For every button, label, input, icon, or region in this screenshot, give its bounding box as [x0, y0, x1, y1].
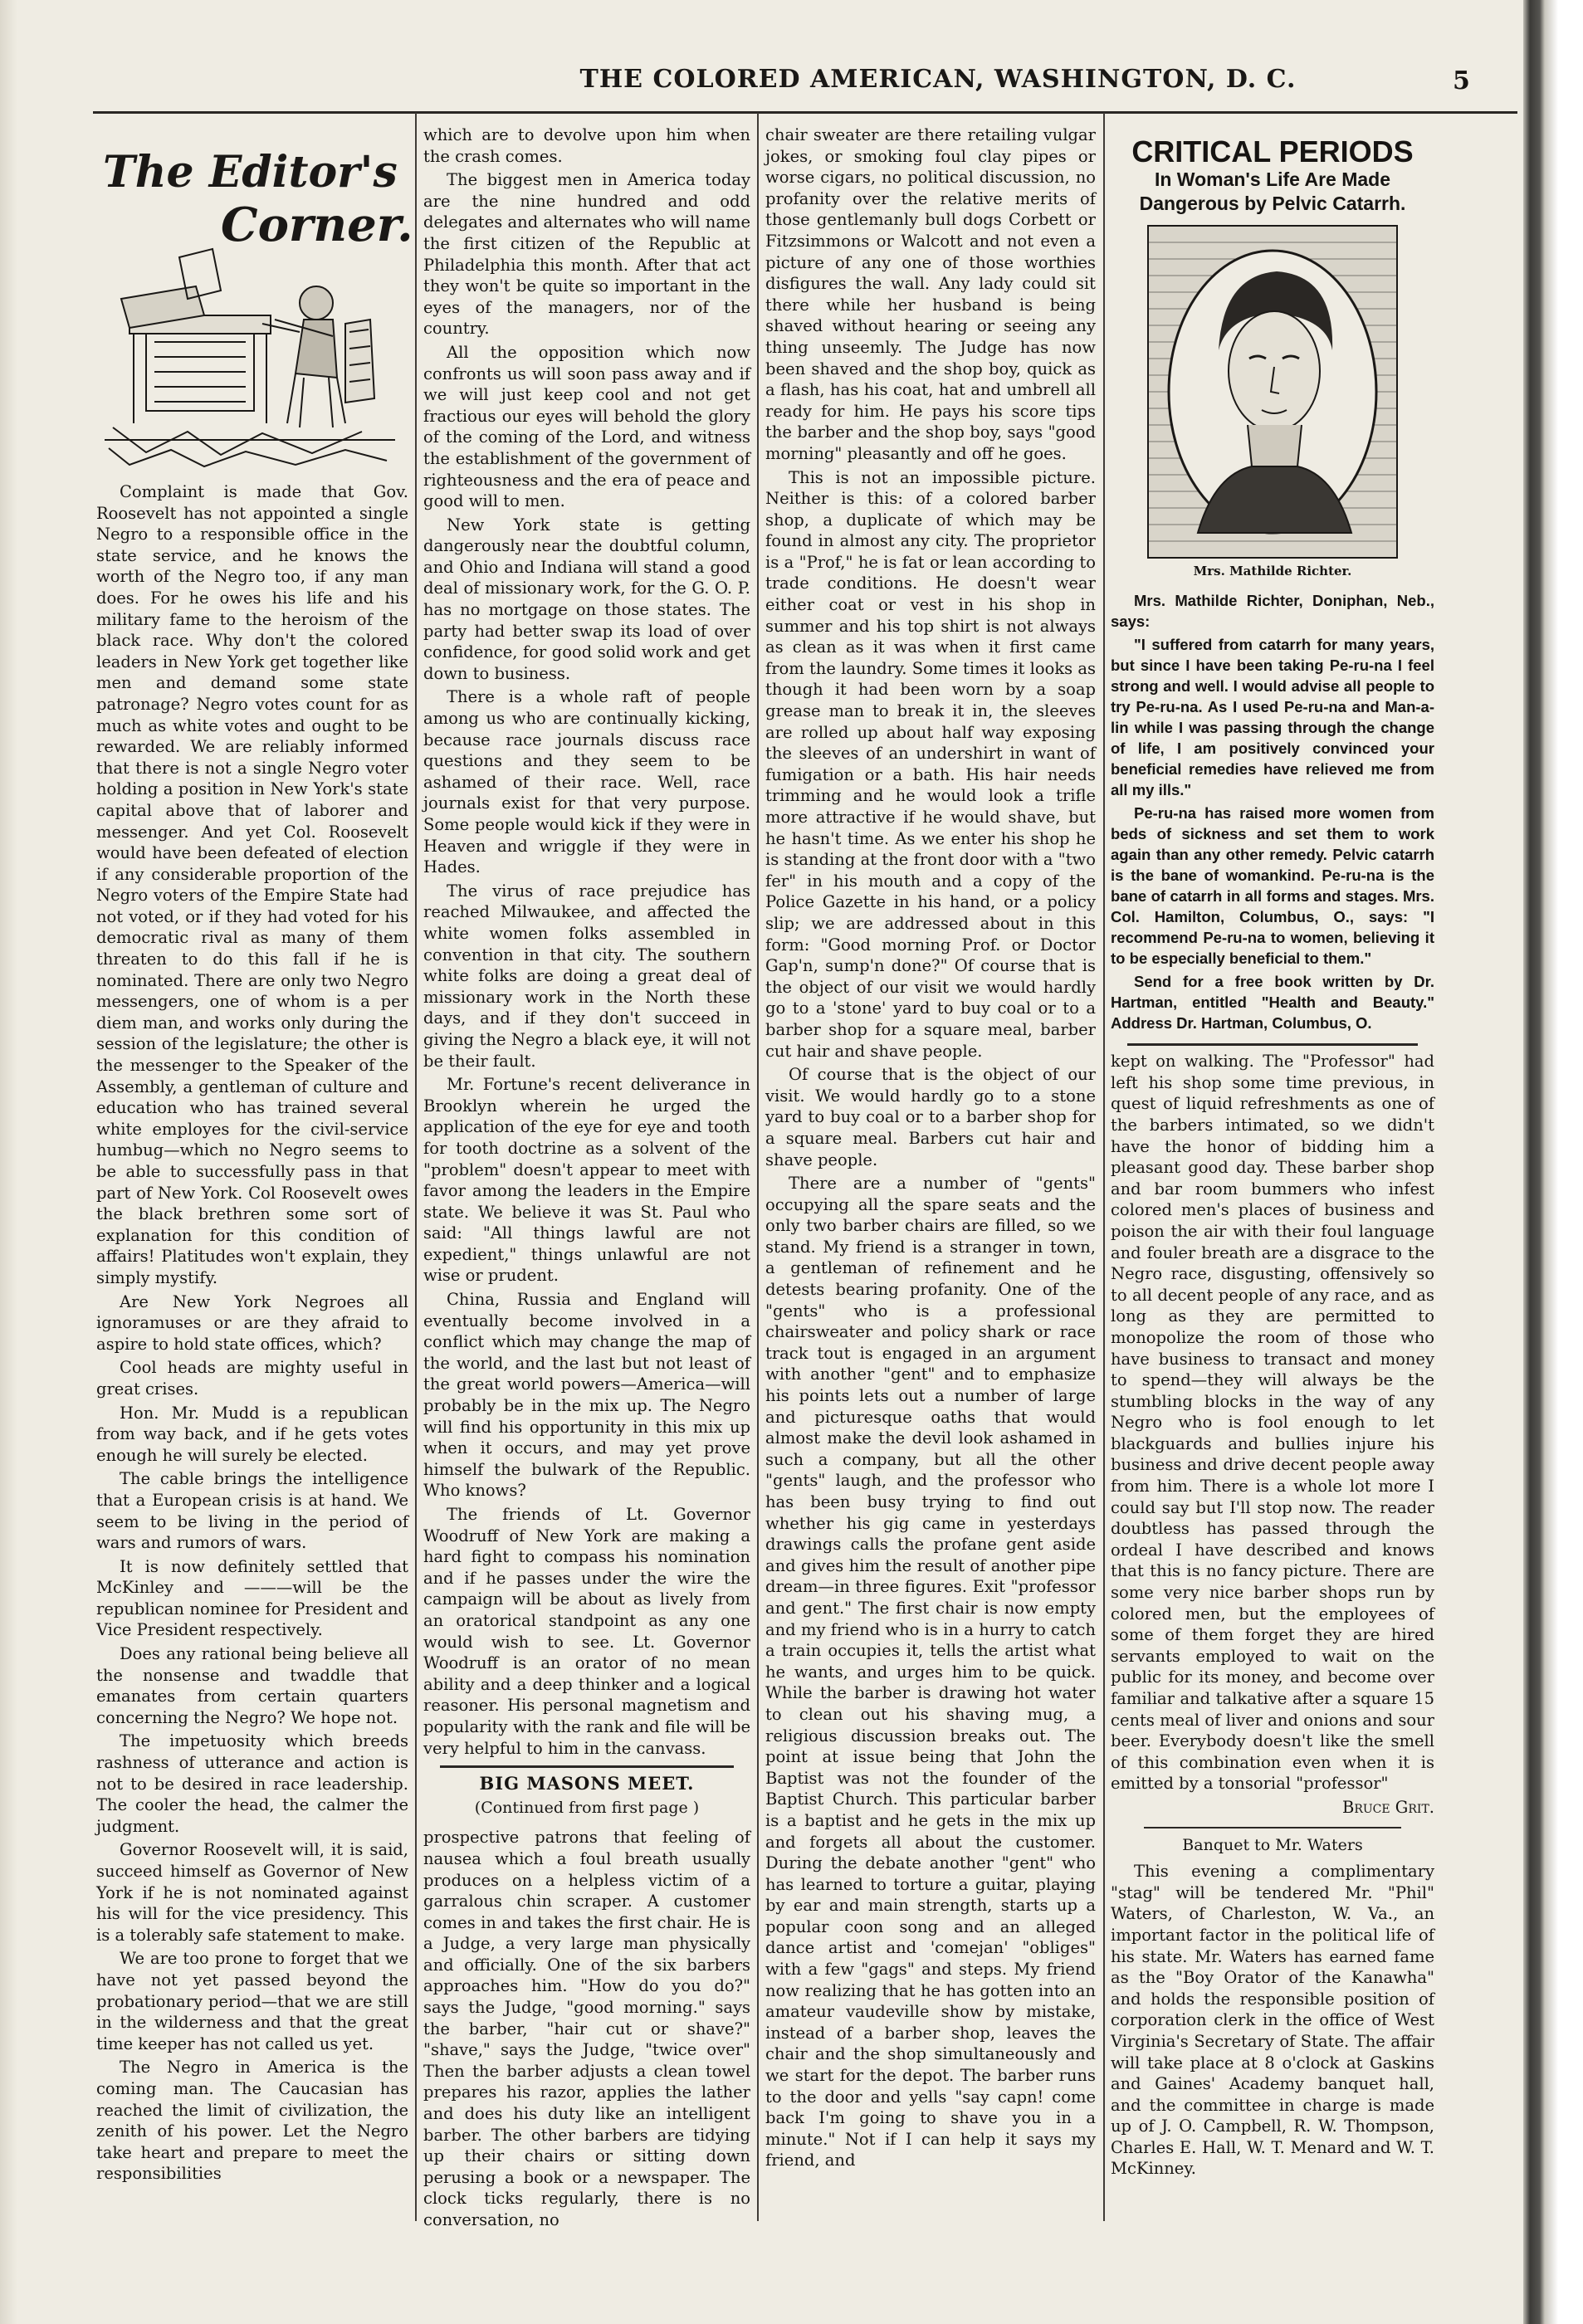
editorial-paragraph: All the opposition which now confronts us will soon pass away and if we will just keep cool and not get fractious our eyes will behold the glory of the coming of the Lord, and witness the establishment of the government of righteousness and the era of peace and good will to men. — [423, 342, 750, 511]
editor-at-desk-illustration — [96, 124, 413, 473]
section-title-big-masons-meet: BIG MASONS MEET. — [479, 1773, 695, 1794]
page-left-edge — [0, 0, 18, 2324]
article-paragraph: There are a number of "gents" occupying all the spare seats and the only two barber chairs are filled, so we stand. My friend is a stranger in town, a gentleman of refinement and he detests bearing profanity. One of the "gents" who is a professional chairsweater and policy shark or race track tout is engaged in an argument with another "gent" and to emphasize his points lets out a number of large and picturesque oaths that would almost make the devil look ashamed in such a company, but all the other "gents" laugh, and the professor who has been busy trying to find out whether his gig came in yesterdays drawings calls the profane gent aside and gives him the result of another pipe dream—in three figures. Exit "professor and gent." The first chair is now empty and my friend who is in a hurry to catch a train occupies it, tells the artist what he wants, and urges him to be quick. While the barber is drawing hot water to clean out his shaving mug, a religious discussion breaks out. The point at issue being that John the Baptist was not the founder of the Baptist Church. This particular barber is a baptist and he gets in the mix up and forgets all about the customer. During the debate another "gent" who has learned to torture a guitar, playing by ear and main strength, starts up a popular coon song and an alleged dance artist and 'comejan' "obliges" with a few "gags" and steps. My friend now realizing that he has gotten into an amateur vaudeville show by mistake, instead of a barber shop, leaves the chair and the shop simultaneously and we start for the depot. The barber runs to the door and yells "say capn! come back I'm going to shave you in a minute." Not if I can help it says my friend, and — [765, 1174, 1096, 2170]
portrait-caption: Mrs. Mathilde Richter. — [1193, 563, 1352, 579]
article-paragraph: chair sweater are there retailing vulgar jokes, or smoking foul clay pipes or worse cigars, no political discussion, no profanity over the relative merits of those gentlemanly bull dogs Corbett or Fitzsimmons or Walcott and not even a picture of any one of those worthies disfigures the wall. Any lady could sit there while her husband is being shaved without hearing or seeing any thing unseemly. The Judge has now been shaved and the shop boy, quick as a flash, has his coat, hat and umbrell all ready for him. He pays his score tips the barber and the shop boy, says "good morning" pleasantly and off he goes. — [765, 125, 1096, 463]
portrait-engraving — [1148, 226, 1397, 558]
banquet-headline: Banquet to Mr. Waters — [1182, 1835, 1363, 1854]
editorial-paragraph: Complaint is made that Gov. Roosevelt has not appointed a single Negro to a responsible office in the state service, and he knows the worth of the Negro too, if any man does. For he owes his life and his military fame to the heroism of the black race. Why don't the colored leaders in New York get together like men and demand some state patronage? Negro votes count for as much as white votes and ought to be rewarded. We are reliably informed that there is not a single Negro voter holding a position in New York's state capital above that of laborer and messenger. And yet Col. Roosevelt would have been defeated of election if any considerable proportion of the Negro voters of the Empire State had not voted, or if they had voted for his democratic rival as many of them threaten to do this fall if he is nominated. There are only two Negro messengers, one of whom is a per diem man, and works only during the session of the legislature; the other is the messenger to the Speaker of the Assembly, a gentleman of culture and education who has trained several white employes for the civil-service humbug—which no Negro seems to be able to successfully pass in that part of New York. Col Roosevelt owes the black brethren some sort of explanation for this condition of affairs! Platitudes won't explain, they simply mystify. — [96, 482, 408, 1287]
banquet-paragraph: This evening a complimentary "stag" will be tendered Mr. "Phil" Waters, of Charleston, W. Va., an important factor in the political life of his state. Mr. Waters has earned fame as the "Boy Orator of the Kanawha" and holds the responsible position of corporation clerk in the office of West Virginia's Secretary of State. The affair will take place at 8 o'clock at Gaskins and Gaines' Academy banquet hall, and the committee in charge is made up of J. O. Campbell, R. W. Thompson, Charles E. Hall, W. T. Menard and W. T. McKinney. — [1111, 1862, 1434, 2179]
editorial-paragraph: China, Russia and England will eventually become involved in a conflict which may change the map of the world, and the last but not least of the great world powers—America—will probably be in the mix up. The Negro will find his opportunity in this mix up when it occurs, and may yet prove himself the bulwark of the Republic. Who knows? — [423, 1290, 750, 1501]
editorial-paragraph: The Negro in America is the coming man. The Caucasian has reached the limit of civilization, the zenith of his power. Let the Negro take heart and prepare to meet the responsibilities — [96, 2058, 408, 2184]
editorial-paragraph: Governor Roosevelt will, it is said, succeed himself as Governor of New York if he is not nominated against his will for the vice presidency. This is a tolerably safe statement to make. — [96, 1840, 408, 1945]
article-paragraph: prospective patrons that feeling of nausea which a foul breath usually produces on a helpless victim of a garralous chin scraper. A customer comes in and takes the first chair. He is a Judge, a very large man physically and officially. One of the six barbers approaches him. "How do you do?" says the Judge, "good morning." says the barber, "hair cut or shave?" "shave," says the Judge, "twice over" Then the barber adjusts a clean towel prepares his razor, applies the lather and does his duty like an intelligent barber. The other barbers are tidying up their chairs or sitting down perusing a book or a newspaper. The clock ticks regularly, there is no conversation, no — [423, 1828, 750, 2229]
article-paragraph: This is not an impossible picture. Neither is this: of a colored barber shop, a duplicate of which may be found in almost any city. The proprietor is a "Prof," he is fat or lean according to trade conditions. He doesn't wear either coat or vest in his shop in summer and his top shirt is not always as clean as it was when it first came from the laundry. Some times it looks as though it had been worn by a soap grease man to break it in, the sleeves are rolled up about half way exposing the sleeves of an undershirt in want of fumigation or a bath. His hair needs trimming and he would look a trifle more attractive if he would shave, but he hasn't time. As we enter his shop he is standing at the front door with a "two fer" in his mouth and a copy of the Police Gazette in his hand, or a policy slip; we are addressed about in this form: "Good morning Prof. or Doctor Gap'n, sump'n done?" Of course that is the object of our visit we would hardly go to a 'stone' yard to buy coal or to a barber shop for a square meal, barber cut hair and shave people. — [765, 467, 1096, 1061]
editorial-paragraph: Hon. Mr. Mudd is a republican from way back, and if he gets votes enough he will surely be elected. — [96, 1403, 408, 1465]
editorial-paragraph: Are New York Negroes all ignoramuses or are they afraid to aspire to hold state offices, which? — [96, 1291, 408, 1354]
heading-line-1: The Editor's — [103, 147, 398, 198]
editorial-paragraph: The cable brings the intelligence that a European crisis is at hand. We seem to be living in the period of wars and rumors of wars. — [96, 1469, 408, 1553]
editorial-paragraph: The virus of race prejudice has reached Milwaukee, and affected the white women folks assembled in convention in that city. The southern white folks are doing a great deal of missionary work in the North these days, and if they don't succeed in giving the Negro a black eye, it will not be their fault. — [423, 881, 750, 1071]
ad-bottom-rule — [1127, 1043, 1418, 1046]
editorial-paragraph: We are too prone to forget that we have not yet passed beyond the probationary period—that we are still in the wilderness and that the great time keeper has not called us yet. — [96, 1949, 408, 2053]
editorial-paragraph: Mr. Fortune's recent deliverance in Brooklyn wherein he urged the application of the eye for eye and tooth for tooth doctrine as a solvent of the "problem" doesn't appear to meet with favor among the leaders in the Empire state. We believe it was St. Paul who said: "All things lawful are not expedient," things unlawful are not wise or prudent. — [423, 1075, 750, 1286]
editorial-paragraph: It is now definitely settled that McKinley and ———will be the republican nominee for President and Vice President respectively. — [96, 1556, 408, 1640]
ad-paragraph: Pe-ru-na has raised more women from beds of sickness and set them to work again than any other remedy. Pelvic catarrh is the bane of womankind. Pe-ru-na is the bane of catarrh in all forms and stages. Mrs. Col. Hamilton, Columbus, O., says: "I recommend Pe-ru-na to women, believing it to be especially beneficial to them." — [1111, 804, 1434, 968]
editorial-paragraph: New York state is getting dangerously near the doubtful column, and Ohio and Indiana will stand a good deal of missionary work, for the G. O. P. has no mortgage on those states. The party had better swap its load of over confidence, for good solid work and get down to business. — [423, 515, 750, 683]
page-binding-edge — [1523, 0, 1583, 2324]
ad-paragraph: Send for a free book written by Dr. Hartman, entitled "Health and Beauty." Address Dr. Hartman, Columbus, O. — [1111, 973, 1434, 1033]
column-divider-3 — [1103, 113, 1105, 2221]
editors-corner-heading — [96, 124, 413, 473]
editorial-paragraph: Does any rational being believe all the nonsense and twaddle that emanates from certain quarters concerning the Negro? We hope not. — [96, 1644, 408, 1727]
editorial-paragraph: The biggest men in America today are the nine hundred and odd delegates and alternates who will name the first citizen of the Republic at Philadelphia this month. After that act they won't be quite so important in the eyes of the managers, nor of the country. — [423, 170, 750, 339]
column-barber-shop-story — [765, 124, 1096, 2191]
editorial-paragraph: which are to devolve upon him when the crash comes. — [423, 125, 750, 166]
column-editors-corner — [96, 124, 413, 2191]
masthead-title: THE COLORED AMERICAN, WASHINGTON, D. C. — [579, 65, 1297, 94]
page-number: 5 — [1453, 66, 1470, 95]
column-divider-2 — [757, 113, 759, 2221]
banquet-rule — [1144, 1827, 1401, 1828]
editorial-paragraph: The friends of Lt. Governor Woodruff of New York are making a hard fight to compass his nomination and if he passes under the wire the campaign will be about as lively from an oratorical standpoint as any one would wish to see. Lt. Governor Woodruff is an orator of no mean ability and a deep thinker and a logical reasoner. His personal magnetism and popularity with the rank and file will be very helpful to him in the canvass. — [423, 1505, 750, 1758]
ad-paragraph: "I suffered from catarrh for many years, but since I have been taking Pe-ru-na I feel strong and well. I would advise all people to try Pe-ru-na. As I used Pe-ru-na and Man-a-lin while I was passing through the change of life, I am positively convinced your beneficial remedies have relieved me from all my ills." — [1111, 636, 1434, 799]
editorial-paragraph: The impetuosity which breeds rashness of utterance and action is not to be desired in race leadership. The cooler the head, the calmer the judgment. — [96, 1731, 408, 1836]
section-continued-note: (Continued from first page ) — [474, 1798, 700, 1817]
editorial-paragraph: Cool heads are mighty useful in great crises. — [96, 1358, 408, 1399]
signature-line — [1111, 1797, 1434, 1819]
heading-line-2: Corner. — [221, 198, 413, 252]
editorial-paragraph: There is a whole raft of people among us who are continually kicking, because race journals discuss race questions and they seem to be ashamed of their race. Well, race journals exist for that very purpose. Some people would kick if they were in Heaven and wriggle if they were in Hades. — [423, 687, 750, 877]
article-paragraph: Of course that is the object of our visit. We would hardly go to a stone yard to buy coal or to a barber shop for a square meal. Barbers cut hair and shave people. — [765, 1065, 1096, 1169]
article-paragraph: kept on walking. The "Professor" had left his shop some time previous, in quest of liquid refreshments as one of the barbers intimated, so we didn't have the honor of bidding him a pleasant good day. These barber shop and bar room bummers who infest colored men's places of business and poison the air with their foul language and fouler breath are a disgrace to the Negro race, disgusting, offensively so to all decent people of any race, and as long as they are permitted to monopolize the room of those who have business to transact and money to spend—they will always be the stumbling blocks in the way of any Negro who is fool enough to let blackguards and bullies injure his business and drive decent people away from him. There is a whole lot more I could say but I'll stop now. The reader doubtless has passed through the ordeal I have described and knows that this is no fancy picture. There are some very nice barber shops run by colored men, but the employees of some of them forget they are hired servants employed to wait on the public for its money, and become over familiar and talkative after a square 15 cents meal of liver and onions and sour beer. Everybody doesn't like the smell of this combination even when it is emitted by a tonsorial "professor" — [1111, 1052, 1434, 1794]
ad-paragraph: Mrs. Mathilde Richter, Doniphan, Neb., says: — [1111, 592, 1434, 631]
column-divider-1 — [415, 113, 417, 2221]
column-advertisement-and-news — [1111, 124, 1434, 2191]
ad-title: CRITICAL PERIODS — [1131, 134, 1414, 168]
ad-subtitle: In Woman's Life Are Made Dangerous by Pelvic Catarrh. — [1139, 168, 1406, 214]
author-signature: Bruce Grit. — [1342, 1797, 1434, 1817]
section-rule — [440, 1765, 734, 1768]
column-editorial-continued — [423, 124, 750, 2229]
masthead-rule — [93, 111, 1517, 114]
